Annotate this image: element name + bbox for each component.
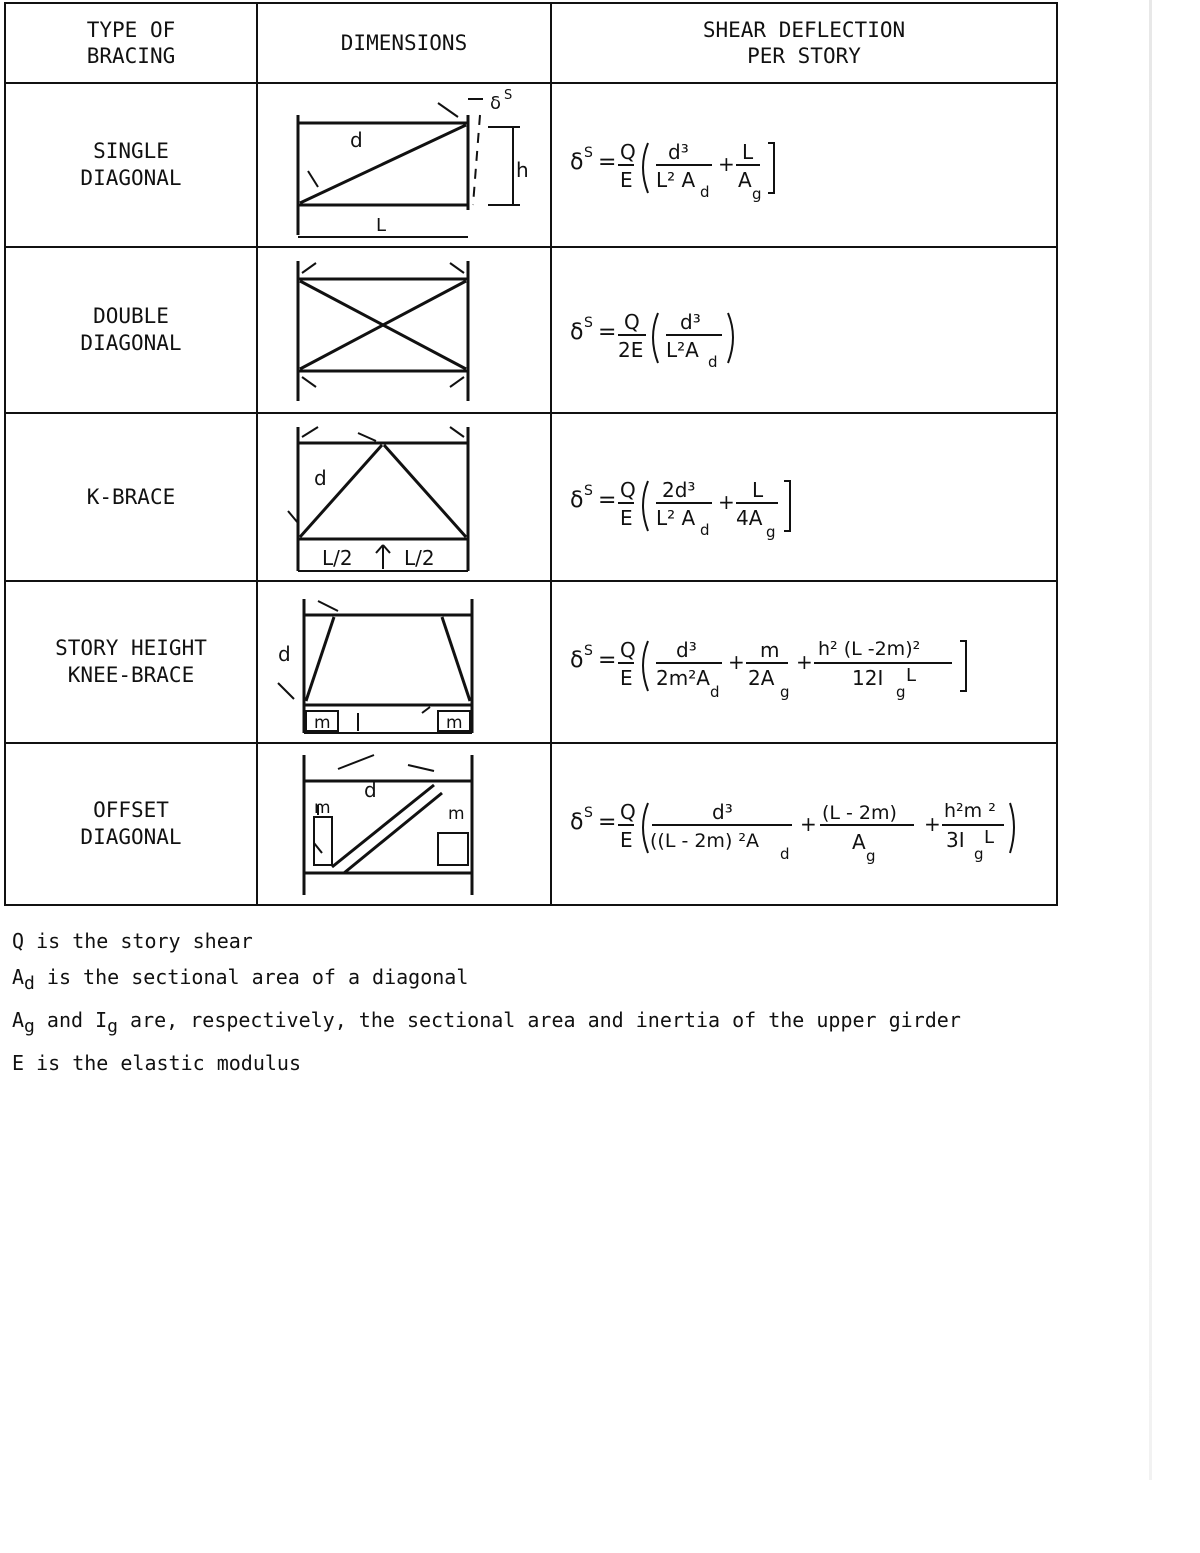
legend-ag-text: are, respectively, the sectional area and inertia of the upper girder <box>117 1008 961 1032</box>
diagram-single-diagonal <box>257 83 551 247</box>
offset-diag-m-left: m <box>314 798 331 818</box>
f3-t2-num: L <box>752 478 764 502</box>
f2-delta: δ <box>570 320 584 345</box>
f5-delta: δ <box>570 810 584 835</box>
single-diagonal-diagram <box>258 85 550 245</box>
f1-t2-num: L <box>742 140 754 164</box>
f5-t2-den: A <box>852 830 866 854</box>
f3-eq: = <box>598 488 617 513</box>
f2-t1-num: d³ <box>680 310 701 334</box>
f5-E: E <box>620 828 633 852</box>
f4-t3-tail: L <box>906 665 917 686</box>
diagram-knee-brace <box>257 581 551 743</box>
f5-t1-sub: d <box>780 845 790 863</box>
formula-k-brace <box>551 413 1057 581</box>
f5-t3-tail: L <box>984 827 995 848</box>
table-row <box>5 247 1057 413</box>
f2-eq: = <box>598 320 617 345</box>
diagram-offset-diagonal <box>257 743 551 905</box>
f4-t3-den: 12I <box>852 666 884 690</box>
f3-t1-den: L² A <box>656 506 696 530</box>
formula-2-svg <box>552 249 1052 411</box>
f2-sup: S <box>584 315 593 331</box>
header-dimensions: DIMENSIONS <box>257 3 551 83</box>
f5-sup: S <box>584 805 593 821</box>
single-diag-d-label: d <box>350 128 363 152</box>
legend-ag-sub: g <box>24 1016 35 1037</box>
k-brace-diagram <box>258 415 550 579</box>
single-diag-delta-label: δ <box>490 93 502 114</box>
f4-E: E <box>620 666 633 690</box>
f3-E: E <box>620 506 633 530</box>
f1-E: E <box>620 168 633 192</box>
f3-delta: δ <box>570 488 584 513</box>
f1-t2-den: A <box>738 168 752 192</box>
table-row <box>5 743 1057 905</box>
f4-t3-num: h² (L -2m)² <box>818 638 921 660</box>
type-k-brace: K-BRACE <box>5 413 257 581</box>
formula-offset-diagonal <box>551 743 1057 905</box>
f4-t2-num: m <box>760 638 780 662</box>
f5-t2-sub: g <box>866 847 876 865</box>
knee-brace-m-left: m <box>314 713 331 733</box>
f2-Q: Q <box>624 310 640 334</box>
f5-t3-num: h²m ² <box>944 800 996 822</box>
f3-Q: Q <box>620 478 636 502</box>
f5-eq: = <box>598 810 617 835</box>
formula-4-svg <box>552 583 1052 741</box>
f3-sup: S <box>584 483 593 499</box>
f5-t3-den: 3I <box>946 828 965 852</box>
single-diag-L-label: L <box>376 215 387 236</box>
f2-t1-den: L²A <box>666 338 699 362</box>
table-row <box>5 413 1057 581</box>
f4-eq: = <box>598 648 617 673</box>
type-double-diagonal: DOUBLE DIAGONAL <box>5 247 257 413</box>
f1-plus: + <box>718 152 735 176</box>
f4-t1-num: d³ <box>676 638 697 662</box>
table-row <box>5 581 1057 743</box>
f2-E: 2E <box>618 338 644 362</box>
f3-t2-sub: g <box>766 523 776 541</box>
f3-plus: + <box>718 490 735 514</box>
formula-3-svg <box>552 415 1052 579</box>
type-offset-diagonal: OFFSET DIAGONAL <box>5 743 257 905</box>
f5-plus2: + <box>924 812 941 836</box>
diagram-k-brace <box>257 413 551 581</box>
k-brace-d-label: d <box>314 466 327 490</box>
legend-q: Q is the story shear <box>12 929 253 953</box>
legend-e: E is the elastic modulus <box>12 1051 301 1075</box>
f5-t3-sub: g <box>974 845 984 863</box>
formula-5-svg <box>552 745 1052 903</box>
formula-1-svg <box>552 85 1052 245</box>
f1-t2-sub: g <box>752 185 762 203</box>
f5-Q: Q <box>620 800 636 824</box>
header-shear-deflection: SHEAR DEFLECTION PER STORY <box>551 3 1057 83</box>
legend-ig-mid: and I <box>34 1008 108 1032</box>
diagram-double-diagonal <box>257 247 551 413</box>
f5-plus: + <box>800 812 817 836</box>
f4-plus2: + <box>796 650 813 674</box>
legend-ad-sub: d <box>24 973 35 994</box>
f1-t1-den: L² A <box>656 168 696 192</box>
f2-t1-sub: d <box>708 353 718 371</box>
offset-diagonal-diagram <box>258 745 550 903</box>
f1-delta: δ <box>570 150 584 175</box>
formula-double-diagonal <box>551 247 1057 413</box>
k-brace-half-right: L/2 <box>404 546 435 570</box>
formula-single-diagonal <box>551 83 1057 247</box>
legend-ig-sub: g <box>107 1016 118 1037</box>
f4-t1-den: 2m²A <box>656 666 710 690</box>
f5-t1-num: d³ <box>712 800 733 824</box>
header-row <box>5 3 1057 83</box>
formula-knee-brace <box>551 581 1057 743</box>
offset-diag-d-label: d <box>364 778 377 802</box>
offset-diag-m-right: m <box>448 804 465 824</box>
legend-ad-text: is the sectional area of a diagonal <box>34 965 469 989</box>
legend-ag-sym: A <box>12 1008 25 1032</box>
f4-sup: S <box>584 643 593 659</box>
legend <box>12 928 961 1086</box>
f5-t1-den: ((L - 2m) ²A <box>650 830 760 852</box>
f3-t2-den: 4A <box>736 506 763 530</box>
header-type-of-bracing: TYPE OF BRACING <box>5 3 257 83</box>
f4-t2-den: 2A <box>748 666 775 690</box>
bracing-table <box>4 2 1058 906</box>
f4-t2-sub: g <box>780 683 790 701</box>
scan-edge <box>1149 0 1152 1480</box>
single-diag-delta-sup: S <box>504 88 513 103</box>
f4-delta: δ <box>570 648 584 673</box>
legend-ag-ig <box>12 1007 961 1040</box>
f1-sup: S <box>584 145 593 161</box>
f1-t1-num: d³ <box>668 140 689 164</box>
legend-ad <box>12 964 961 997</box>
knee-brace-diagram <box>258 583 550 741</box>
f4-Q: Q <box>620 638 636 662</box>
f3-t1-sub: d <box>700 521 710 539</box>
f3-t1-num: 2d³ <box>662 478 696 502</box>
f4-plus: + <box>728 650 745 674</box>
f4-t1-sub: d <box>710 683 720 701</box>
f1-Q: Q <box>620 140 636 164</box>
f5-t2-num: (L - 2m) <box>822 802 897 824</box>
f1-eq: = <box>598 150 617 175</box>
knee-brace-d-label: d <box>278 642 291 666</box>
type-knee-brace: STORY HEIGHT KNEE-BRACE <box>5 581 257 743</box>
f1-t1-sub: d <box>700 183 710 201</box>
type-single-diagonal: SINGLE DIAGONAL <box>5 83 257 247</box>
k-brace-half-left: L/2 <box>322 546 353 570</box>
knee-brace-m-right: m <box>446 713 463 733</box>
legend-ad-sym: A <box>12 965 25 989</box>
single-diag-h-label: h <box>516 158 529 182</box>
table-row <box>5 83 1057 247</box>
double-diagonal-diagram <box>258 249 550 411</box>
f4-t3-sub: g <box>896 683 906 701</box>
